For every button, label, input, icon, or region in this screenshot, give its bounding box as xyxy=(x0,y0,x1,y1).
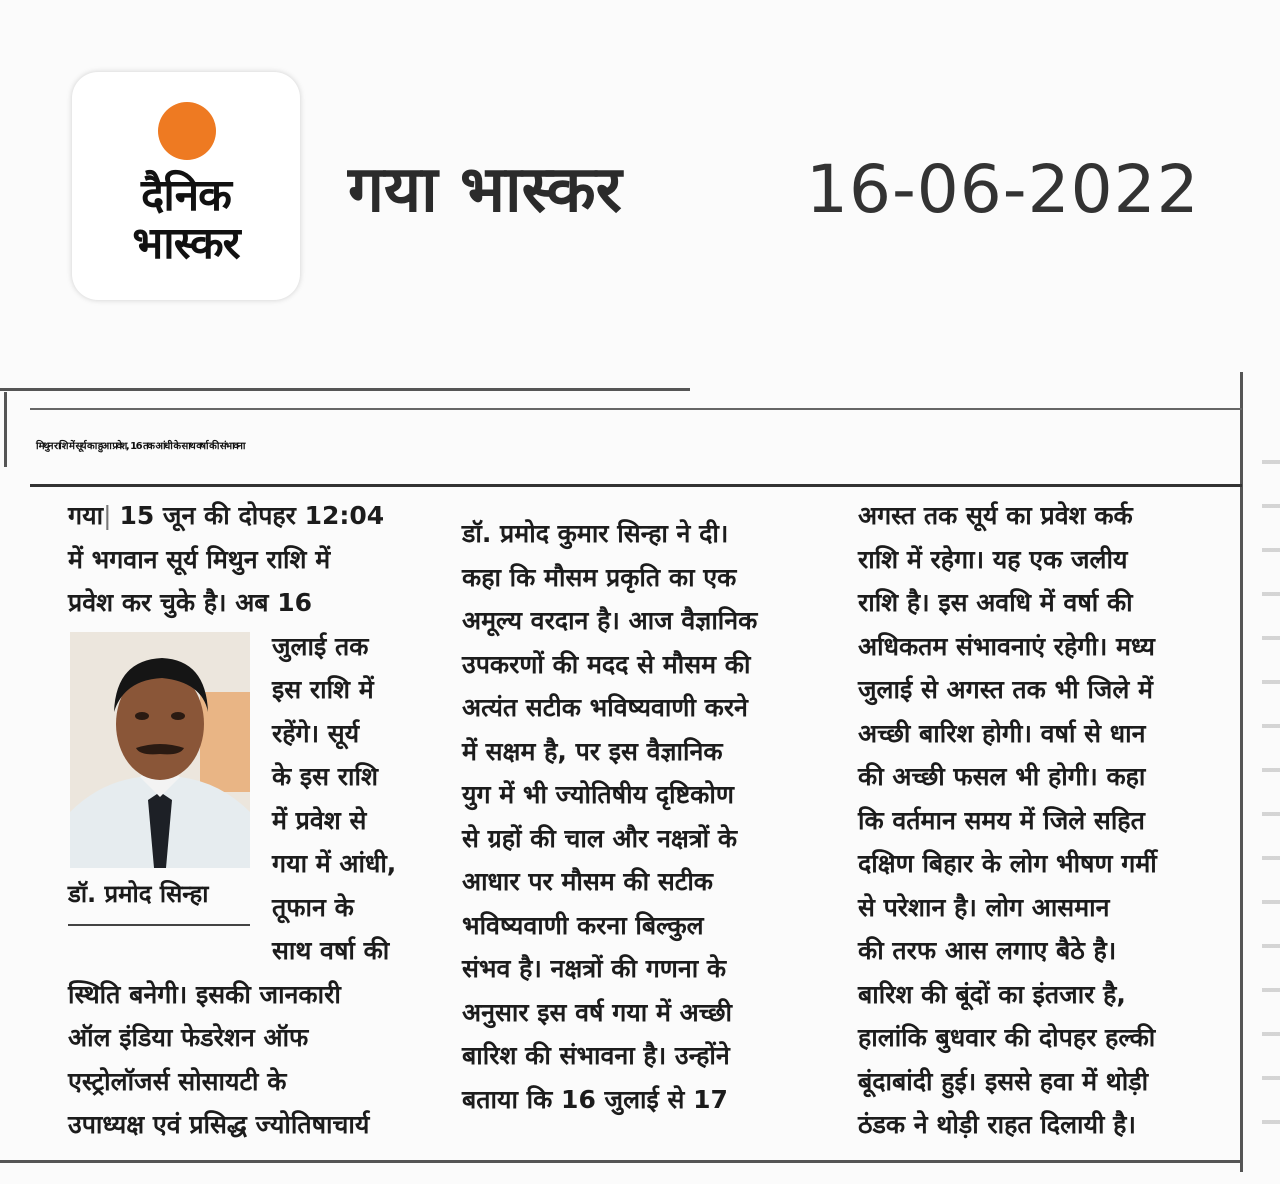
dateline-separator: | xyxy=(103,501,120,530)
column-line: अच्छी बारिश होगी। वर्षा से धान xyxy=(858,718,1146,748)
column-text: 15 जून की दोपहर 12:04 xyxy=(119,501,385,530)
column-line: बारिश की बूंदों का इंतजार है, xyxy=(858,979,1126,1009)
dainik-bhaskar-logo xyxy=(72,72,300,300)
column-line: डॉ. प्रमोद कुमार सिन्हा ने दी। xyxy=(462,519,729,548)
column-line: में प्रवेश से xyxy=(272,805,367,835)
logo-line-1: दैनिक xyxy=(141,170,231,221)
column-line: ठंडक ने थोड़ी राहत दिलायी है। xyxy=(858,1110,1136,1139)
column-line: अनुसार इस वर्ष गया में अच्छी xyxy=(462,997,732,1027)
column-line: से परेशान है। लोग आसमान xyxy=(858,892,1110,922)
edition-title: गया भास्कर xyxy=(348,153,622,227)
column-line: युग में भी ज्योतिषीय दृष्टिकोण xyxy=(462,780,734,809)
logo-line-2: भास्कर xyxy=(132,218,240,269)
article-column-1 xyxy=(68,494,396,1147)
article-headline: मिथुन राशि में सूर्य का हुआ प्रवेश, 16 तक आंधी के साथ वर्षा की संभावना xyxy=(36,441,244,452)
column-line: दक्षिण बिहार के लोग भीषण गर्मी xyxy=(858,849,1157,878)
column-line: हालांकि बुधवार की दोपहर हल्की xyxy=(858,1023,1156,1052)
column-line: के इस राशि xyxy=(272,762,378,791)
article-column-3 xyxy=(858,494,1157,1147)
column-line: की अच्छी फसल भी होगी। कहा xyxy=(858,762,1146,791)
right-rule xyxy=(1240,372,1243,1172)
column-line: बताया कि 16 जुलाई से 17 xyxy=(462,1084,728,1114)
column-line xyxy=(68,494,396,538)
column-line: रहेंगे। सूर्य xyxy=(272,718,360,748)
headline-top-rule xyxy=(30,408,1242,410)
column-line: अमूल्य वरदान है। आज वैज्ञानिक xyxy=(462,606,758,635)
column-line: अधिकतम संभावनाएं रहेगी। मध्य xyxy=(858,631,1155,661)
column-line: संभव है। नक्षत्रों की गणना के xyxy=(462,954,727,983)
column-line: आधार पर मौसम की सटीक xyxy=(462,867,713,896)
left-rule xyxy=(4,392,7,467)
column-line: गया में आंधी, xyxy=(272,849,397,878)
column-line: अत्यंत सटीक भविष्यवाणी करने xyxy=(462,693,748,722)
column-line: उपाध्यक्ष एवं प्रसिद्ध ज्योतिषाचार्य xyxy=(68,1110,370,1139)
column-line: भविष्यवाणी करना बिल्कुल xyxy=(462,910,704,940)
dateline: गया xyxy=(68,501,104,530)
column-line: अगस्त तक सूर्य का प्रवेश कर्क xyxy=(858,501,1133,530)
top-rule xyxy=(0,388,690,391)
column-line: राशि है। इस अवधि में वर्षा की xyxy=(858,588,1133,617)
column-line: जुलाई से अगस्त तक भी जिले में xyxy=(858,675,1153,704)
column-line: की तरफ आस लगाए बैठे है। xyxy=(858,936,1117,965)
column-line: एस्ट्रोलॉजर्स सोसायटी के xyxy=(68,1066,287,1096)
column-line: में भगवान सूर्य मिथुन राशि में xyxy=(68,544,331,574)
headline-bottom-rule xyxy=(30,484,1242,487)
photo-caption: डॉ. प्रमोद सिन्हा xyxy=(68,880,209,908)
column-line: साथ वर्षा की xyxy=(272,936,390,965)
column-line: कहा कि मौसम प्रकृति का एक xyxy=(462,562,737,592)
column-line: प्रवेश कर चुके है। अब 16 xyxy=(68,588,313,617)
column-line: बारिश की संभावना है। उन्होंने xyxy=(462,1041,730,1070)
column-line: राशि में रहेगा। यह एक जलीय xyxy=(858,544,1128,574)
column-line: उपकरणों की मदद से मौसम की xyxy=(462,649,751,679)
column-line: से ग्रहों की चाल और नक्षत्रों के xyxy=(462,823,738,853)
column-line: जुलाई तक xyxy=(272,631,369,661)
column-line: स्थिति बनेगी। इसकी जानकारी xyxy=(68,979,341,1009)
adjacent-page-edge xyxy=(1262,420,1280,1160)
column-line: में सक्षम है, पर इस वैज्ञानिक xyxy=(462,736,723,766)
column-line: कि वर्तमान समय में जिले सहित xyxy=(858,805,1145,835)
column-line: बूंदाबांदी हुई। इससे हवा में थोड़ी xyxy=(858,1066,1149,1096)
bottom-rule xyxy=(0,1160,1242,1163)
publication-date: 16-06-2022 xyxy=(806,151,1200,228)
column-line: तूफान के xyxy=(272,892,354,922)
column-line: ऑल इंडिया फेडरेशन ऑफ xyxy=(68,1023,309,1052)
column-line: इस राशि में xyxy=(272,675,374,704)
sun-logo-icon xyxy=(158,102,216,160)
article-column-2 xyxy=(462,512,757,1121)
